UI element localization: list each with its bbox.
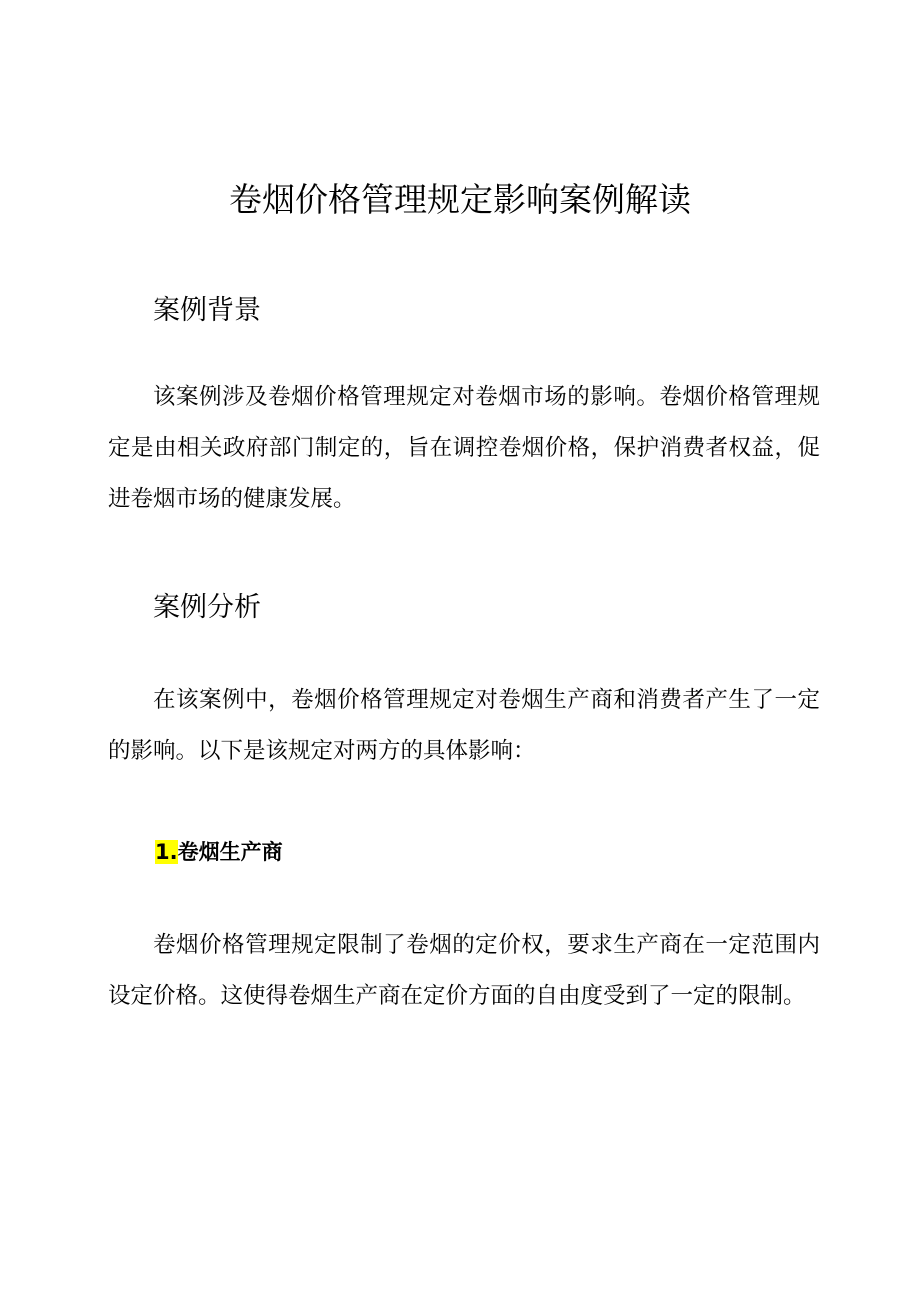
subsection-paragraph-producers: 卷烟价格管理规定限制了卷烟的定价权，要求生产商在一定范围内设定价格。这使得卷烟生产商在定价方面的自由度受到了一定的限制。 [108, 932, 820, 1009]
list-number-highlight: 1. [155, 840, 178, 864]
subsection-label: 卷烟生产商 [177, 840, 283, 864]
section-heading-background: 案例背景 [153, 295, 261, 326]
subsection-heading-producers [155, 836, 283, 868]
section-paragraph-background: 该案例涉及卷烟价格管理规定对卷烟市场的影响。卷烟价格管理规定是由相关政府部门制定的，旨在调控卷烟价格，保护消费者权益，促进卷烟市场的健康发展。 [108, 384, 820, 512]
document-title: 卷烟价格管理规定影响案例解读 [229, 180, 691, 219]
section-paragraph-analysis: 在该案例中，卷烟价格管理规定对卷烟生产商和消费者产生了一定的影响。以下是该规定对两方的具体影响： [108, 687, 820, 764]
section-heading-analysis: 案例分析 [153, 592, 261, 623]
